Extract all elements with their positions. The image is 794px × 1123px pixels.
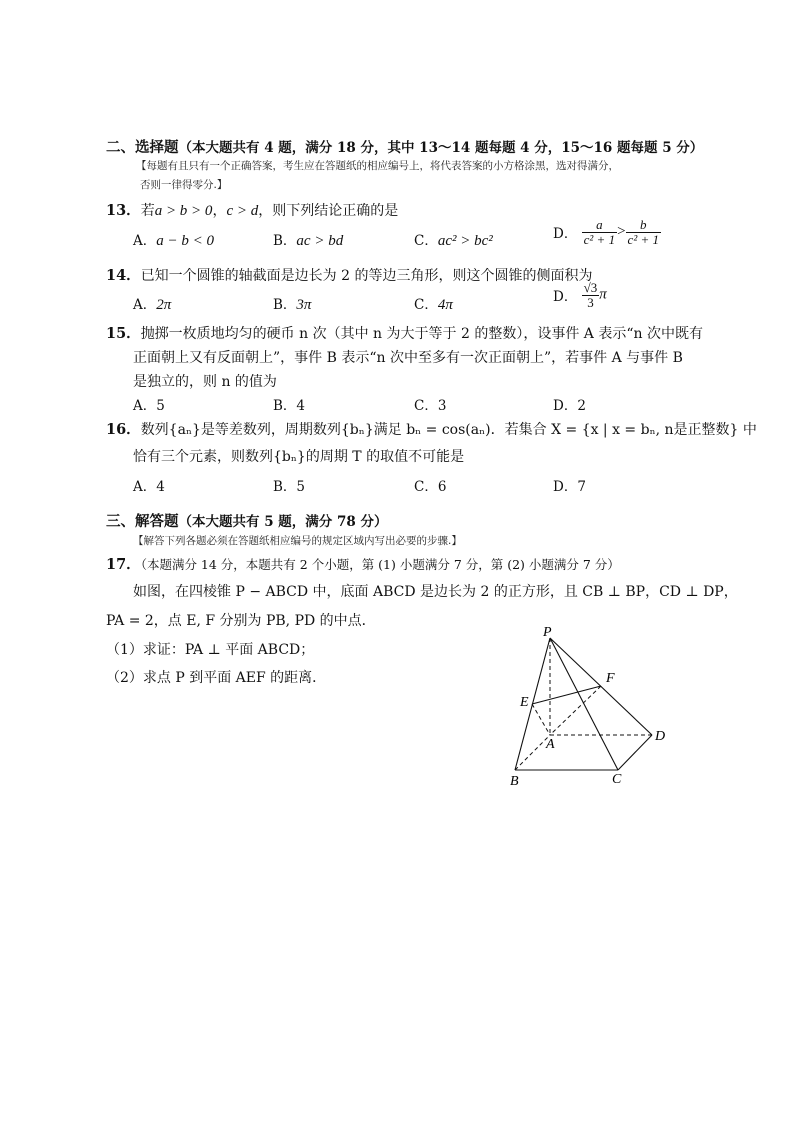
option-label: C． <box>414 297 438 313</box>
label-b: B <box>510 774 519 789</box>
option-a <box>133 229 214 250</box>
option-a <box>133 475 165 495</box>
numerator: a <box>582 218 617 233</box>
edge-pc <box>550 638 618 770</box>
question-text: 已知一个圆锥的轴截面是边长为 2 的等边三角形，则这个圆锥的侧面积为 <box>140 268 593 284</box>
segment-af <box>550 686 601 735</box>
option-label: B． <box>273 233 297 249</box>
option-label: A． <box>133 233 157 249</box>
label-d: D <box>655 729 666 744</box>
option-c <box>414 293 453 314</box>
pyramid-figure <box>500 620 690 790</box>
option-b <box>273 475 305 495</box>
option-label: D． <box>553 398 578 414</box>
fraction <box>582 218 617 246</box>
label-e: E <box>520 695 529 710</box>
label-p: P <box>543 625 552 640</box>
option-label: D． <box>553 226 578 243</box>
option-value: 4π <box>437 297 453 313</box>
denominator: c² + 1 <box>627 231 659 247</box>
question-15-line2: 正面朝上又有反面朝上”，事件 B 表示“n 次中至多有一次正面朝上”，若事件 A 与事件 B <box>133 350 683 366</box>
question-text: 数列{aₙ}是等差数列，周期数列{bₙ}满足 bₙ = cos(aₙ)．若集合 X = {x | x = bₙ, n是正整数} 中 <box>140 422 757 438</box>
option-value: ac² > bc² <box>437 233 493 249</box>
separator: ， <box>212 203 227 219</box>
option-value: a − b < 0 <box>156 233 214 249</box>
section-title: 二、选择题 <box>106 139 179 156</box>
question-16-line2: 恰有三个元素，则数列{bₙ}的周期 T 的取值不可能是 <box>133 449 465 465</box>
section-note-line1: 【每题有且只有一个正确答案，考生应在答题纸的相应编号上，将代表答案的小方格涂黑，选对得满分， <box>136 160 619 172</box>
math-condition: a > b > 0 <box>154 203 213 219</box>
option-c <box>414 475 446 495</box>
option-label: C． <box>414 398 438 414</box>
option-b <box>273 394 305 414</box>
question-17-line1: 如图，在四棱锥 P − ABCD 中，底面 ABCD 是边长为 2 的正方形，且 CB ⊥ BP，CD ⊥ DP， <box>133 584 738 600</box>
section-note: 【解答下列各题必须在答题纸相应编号的规定区域内写出必要的步骤.】 <box>133 535 462 547</box>
option-value: 4 <box>156 479 165 495</box>
numerator: √3 <box>583 280 598 295</box>
option-c <box>414 394 446 414</box>
section-note-line2: 否则一律得零分.】 <box>140 179 228 191</box>
question-15-line3: 是独立的，则 n 的值为 <box>133 374 277 390</box>
option-a <box>133 293 171 314</box>
segment-ef <box>532 686 601 704</box>
option-b <box>273 293 311 314</box>
option-label: C． <box>414 233 438 249</box>
option-d <box>553 218 661 246</box>
option-value: π <box>599 286 607 303</box>
question-score: （本题满分 14 分，本题共有 2 个小题，第 (1) 小题满分 7 分，第 (2) 小题满分 7 分） <box>140 557 620 572</box>
fraction <box>582 281 600 309</box>
question-13 <box>106 199 398 220</box>
option-value: ac > bd <box>296 233 344 249</box>
option-d <box>553 475 586 495</box>
option-c <box>414 229 493 250</box>
option-label: C． <box>414 479 438 495</box>
question-text: 抛掷一枚质地均匀的硬币 n 次（其中 n 为大于等于 2 的整数），设事件 A 表示“n 次中既有 <box>140 326 703 342</box>
question-17-line2: PA = 2，点 E, F 分别为 PB, PD 的中点． <box>106 613 376 629</box>
question-number: 17． <box>106 556 141 573</box>
section-title: 三、解答题 <box>106 513 179 530</box>
option-value: 6 <box>437 479 447 495</box>
option-value: 3π <box>296 297 312 313</box>
option-d <box>553 281 607 309</box>
numerator: b <box>626 218 661 233</box>
label-c: C <box>612 772 622 787</box>
option-label: B． <box>273 297 297 313</box>
section-rule: （本大题共有 5 题，满分 78 分） <box>178 514 388 530</box>
option-value: 5 <box>156 398 165 414</box>
option-label: B． <box>273 398 297 414</box>
option-a <box>133 394 165 414</box>
option-label: D． <box>553 289 578 306</box>
option-value: 5 <box>296 479 306 495</box>
edge-ab <box>515 735 550 770</box>
option-label: D． <box>553 479 578 495</box>
label-a: A <box>546 737 555 752</box>
option-label: A． <box>133 398 157 414</box>
comparison: > <box>617 223 626 240</box>
section-rule: （本大题共有 4 题，满分 18 分，其中 13～14 题每题 4 分，15～16 题每题 5 分） <box>178 140 704 156</box>
question-17-part1: （1）求证：PA ⊥ 平面 ABCD； <box>106 642 315 658</box>
question-number: 14． <box>106 267 141 284</box>
option-label: B． <box>273 479 297 495</box>
option-value: 2 <box>577 398 586 414</box>
option-value: 2π <box>156 297 172 313</box>
math-condition: c > d <box>226 203 259 219</box>
question-number: 15． <box>106 325 141 342</box>
question-number: 13． <box>106 202 141 219</box>
label-f: F <box>606 671 615 686</box>
edge-cd <box>618 735 652 770</box>
question-16 <box>106 418 757 439</box>
section-heading <box>106 136 703 157</box>
question-17-part2: （2）求点 P 到平面 AEF 的距离． <box>106 670 327 686</box>
option-value: 3 <box>437 398 447 414</box>
option-label: A． <box>133 479 157 495</box>
option-b <box>273 229 343 250</box>
question-text: 若 <box>140 203 155 219</box>
question-15 <box>106 322 703 343</box>
question-number: 16． <box>106 421 141 438</box>
question-14 <box>106 264 593 285</box>
option-value: 4 <box>296 398 306 414</box>
section-heading <box>106 510 387 531</box>
question-17 <box>106 553 620 574</box>
option-label: A． <box>133 297 157 313</box>
option-value: 7 <box>577 479 586 495</box>
question-text: ，则下列结论正确的是 <box>258 203 399 219</box>
fraction <box>626 218 661 246</box>
option-d <box>553 394 586 414</box>
denominator: 3 <box>587 294 594 310</box>
segment-ae <box>532 704 550 735</box>
denominator: c² + 1 <box>583 231 616 247</box>
